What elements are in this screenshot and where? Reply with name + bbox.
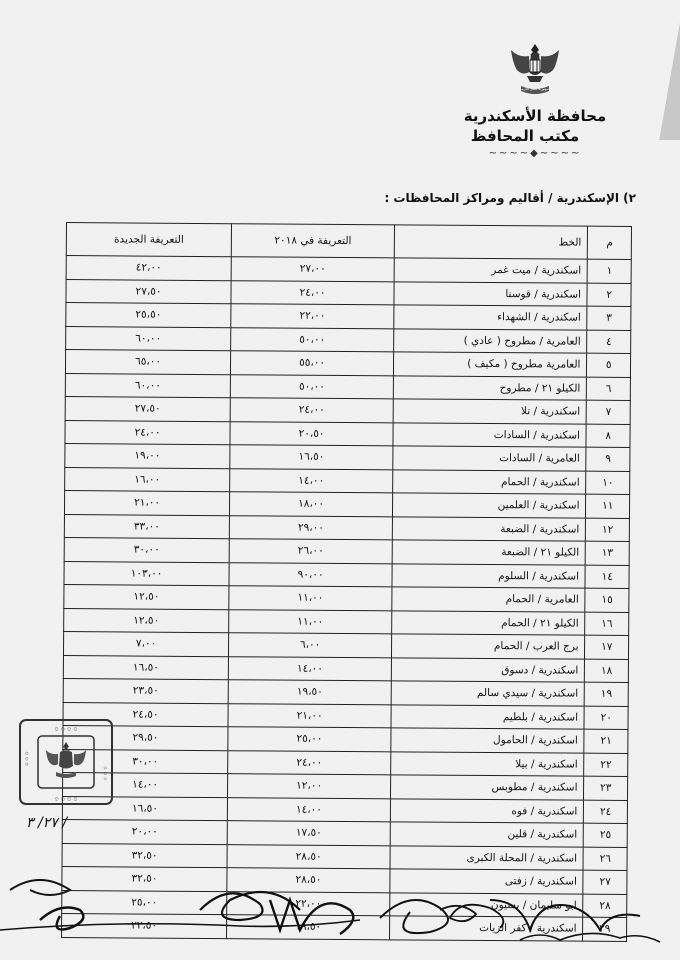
row-tariff-2018: ٢٧،٠٠ (231, 257, 394, 282)
row-number: ٢٢ (584, 753, 628, 777)
row-number: ١٦ (585, 612, 629, 636)
row-line: اسكندرية / قلين (390, 822, 584, 847)
svg-text:۞ ۞ ۞: ۞ ۞ ۞ (23, 751, 30, 766)
row-number: ٢٠ (584, 706, 628, 730)
row-line: اسكندرية / العلمين (393, 493, 587, 518)
row-new-tariff: ٧،٠٠ (63, 632, 228, 657)
table-header-row (66, 223, 631, 260)
row-new-tariff: ١٠٣،٠٠ (64, 561, 229, 586)
row-new-tariff: ١٦،٥٠ (63, 655, 228, 680)
row-number: ٤ (587, 330, 631, 354)
egypt-eagle-emblem (507, 40, 563, 102)
row-number: ٨ (586, 424, 630, 448)
row-line: اسكندرية / تلا (393, 399, 587, 424)
row-new-tariff: ١٩،٠٠ (65, 444, 230, 469)
row-new-tariff: ١٢،٥٠ (64, 585, 229, 610)
row-new-tariff: ١٢،٥٠ (64, 608, 229, 633)
row-new-tariff: ٢٤،٥٠ (63, 702, 228, 727)
row-number: ٦ (587, 377, 631, 401)
row-tariff-2018: ٢٤،٠٠ (228, 750, 391, 775)
row-line: العامرية / مطروح ( عادي ) (394, 328, 588, 353)
tariff-table (61, 222, 632, 941)
svg-text:۞ ۞ ۞ ۞: ۞ ۞ ۞ ۞ (54, 724, 78, 732)
row-tariff-2018: ٢٨،٥٠ (227, 844, 390, 869)
row-line: اسكندرية / دسوق (391, 657, 585, 682)
row-number: ١٠ (586, 471, 630, 495)
row-line: ابو سليمان / بسيون (390, 892, 584, 917)
row-line: اسكندرية / الحمام (393, 469, 587, 494)
row-number: ١٨ (585, 659, 629, 683)
row-tariff-2018: ٢٩،٠٠ (229, 515, 392, 540)
row-new-tariff: ٣٣،٠٠ (64, 514, 229, 539)
handwritten-date: ٢٧/ ٣ / (26, 815, 67, 831)
row-new-tariff: ٦٠،٠٠ (66, 326, 231, 351)
row-number: ١٣ (586, 541, 630, 565)
row-number: ٣ (587, 306, 631, 330)
row-number: ١٢ (586, 518, 630, 542)
official-stamp (16, 712, 116, 812)
row-number: ٢٩ (583, 917, 627, 941)
row-new-tariff: ٢٠،٠٠ (62, 820, 227, 845)
row-number: ٩ (586, 447, 630, 471)
row-new-tariff: ٢٥،٥٠ (66, 303, 231, 328)
column-header-line: الخط (394, 225, 588, 259)
row-number: ١١ (586, 494, 630, 518)
office-name: مكتب المحافظ (470, 127, 580, 145)
letterhead (450, 40, 620, 159)
row-line: الكيلو ٢١ / مطروح (393, 375, 587, 400)
row-line: اسكندرية / الحامول (391, 728, 585, 753)
row-tariff-2018: ١٢،٠٠ (228, 774, 391, 799)
row-line: العامرية / الحمام (392, 587, 586, 612)
row-number: ١ (588, 259, 632, 283)
row-line: اسكندرية / المحلة الكبرى (390, 845, 584, 870)
row-number: ٢٤ (584, 800, 628, 824)
row-line: العامرية مطروح ( مكيف ) (394, 352, 588, 377)
row-new-tariff: ٤٢،٠٠ (66, 256, 231, 281)
row-tariff-2018: ١١،٠٠ (229, 609, 392, 634)
row-new-tariff: ٦٠،٠٠ (65, 373, 230, 398)
row-number: ٥ (587, 353, 631, 377)
row-new-tariff: ١٦،٠٠ (65, 467, 230, 492)
row-tariff-2018: ١٩،٥٠ (228, 680, 391, 705)
row-line: اسكندرية / مطوبس (391, 775, 585, 800)
row-tariff-2018: ٢٨،٥٠ (227, 868, 390, 893)
signature-scribbles (0, 860, 680, 960)
paper-edge (658, 0, 680, 140)
row-tariff-2018: ٢٠،٥٠ (230, 421, 393, 446)
row-line: اسكندرية / بيلا (391, 751, 585, 776)
row-new-tariff: ٢٩،٥٠ (63, 726, 228, 751)
row-new-tariff: ٣٢،٥٠ (62, 843, 227, 868)
row-tariff-2018: ٢١،٠٠ (228, 703, 391, 728)
row-number: ٢١ (584, 729, 628, 753)
row-line: الكيلو ٢١ / الحمام (392, 610, 586, 635)
table-body (62, 256, 632, 941)
row-tariff-2018: ٢٢،٠٠ (227, 891, 390, 916)
row-new-tariff: ٣٠،٠٠ (64, 538, 229, 563)
row-tariff-2018: ٢٥،٠٠ (228, 727, 391, 752)
row-number: ١٤ (585, 565, 629, 589)
column-header-new-tariff: التعريفة الجديدة (66, 223, 231, 257)
row-line: برج العرب / الحمام (392, 634, 586, 659)
row-tariff-2018: ١٤،٠٠ (227, 797, 390, 822)
row-tariff-2018: ٩٠،٠٠ (229, 562, 392, 587)
row-line: اسكندرية / قوسنا (394, 281, 588, 306)
row-tariff-2018: ٢٤،٠٠ (231, 280, 394, 305)
row-line: اسكندرية / السلوم (392, 563, 586, 588)
row-tariff-2018: ١١،٠٠ (229, 586, 392, 611)
row-tariff-2018: ١٩،٥٠ (227, 915, 390, 940)
row-new-tariff: ٢١،٠٠ (64, 491, 229, 516)
row-new-tariff: ٣٢،٥٠ (62, 867, 227, 892)
row-number: ١٩ (585, 682, 629, 706)
row-tariff-2018: ٢٤،٠٠ (230, 398, 393, 423)
row-tariff-2018: ١٦،٥٠ (230, 445, 393, 470)
row-new-tariff: ٢٧،٥٠ (66, 279, 231, 304)
row-line: اسكندرية / السادات (393, 422, 587, 447)
row-new-tariff: ٢٤،٠٠ (65, 420, 230, 445)
svg-text:۞ ۞ ۞: ۞ ۞ ۞ (102, 766, 109, 781)
svg-text:۞ ۞ ۞ ۞: ۞ ۞ ۞ ۞ (54, 794, 78, 802)
svg-text:جمهورية مصر العربية: جمهورية مصر العربية (519, 87, 551, 91)
row-new-tariff: ١٦،٥٠ (62, 796, 227, 821)
row-new-tariff: ٢٥،٠٠ (62, 890, 227, 915)
section-title: ٢) الإسكندرية / أقاليم ومراكز المحافظات : (384, 191, 636, 205)
row-line: اسكندرية / كفر الزيات (390, 916, 584, 941)
column-header-tariff-2018: التعريفة في ٢٠١٨ (231, 224, 394, 258)
row-tariff-2018: ١٨،٠٠ (230, 492, 393, 517)
row-tariff-2018: ٢٦،٠٠ (229, 539, 392, 564)
row-line: اسكندرية / الشهداء (394, 305, 588, 330)
row-new-tariff: ٦٥،٠٠ (65, 350, 230, 375)
column-header-number: م (588, 226, 632, 259)
row-number: ٢ (587, 283, 631, 307)
row-tariff-2018: ١٤،٠٠ (230, 468, 393, 493)
row-line: اسكندرية / ميت غمر (394, 258, 588, 283)
row-new-tariff: ٣٠،٠٠ (63, 749, 228, 774)
row-new-tariff: ٢٣،٥٠ (63, 679, 228, 704)
row-new-tariff: ٢٧،٥٠ (65, 397, 230, 422)
row-number: ٢٥ (584, 823, 628, 847)
row-number: ٢٣ (584, 776, 628, 800)
row-number: ٧ (587, 400, 631, 424)
row-number: ٢٦ (583, 847, 627, 871)
row-line: اسكندرية / سيدي سالم (391, 681, 585, 706)
row-number: ٢٧ (583, 870, 627, 894)
row-line: العامرية / السادات (393, 446, 587, 471)
row-line: اسكندرية / زفتى (390, 869, 584, 894)
header-ornament: ~~~~◆~~~~ (488, 148, 582, 159)
row-tariff-2018: ٢٢،٠٠ (231, 304, 394, 329)
row-tariff-2018: ٥٥،٠٠ (231, 351, 394, 376)
row-line: اسكندرية / فوه (390, 798, 584, 823)
row-tariff-2018: ٥٠،٠٠ (230, 374, 393, 399)
row-tariff-2018: ٦،٠٠ (229, 633, 392, 658)
row-tariff-2018: ١٧،٥٠ (227, 821, 390, 846)
row-number: ١٧ (585, 635, 629, 659)
governorate-name: محافظة الأسكندرية (463, 107, 607, 125)
row-tariff-2018: ٥٠،٠٠ (231, 327, 394, 352)
row-number: ٢٨ (583, 894, 627, 918)
row-tariff-2018: ١٤،٠٠ (228, 656, 391, 681)
row-line: الكيلو ٢١ / الضبعة (392, 540, 586, 565)
row-line: اسكندرية / الضبعة (392, 516, 586, 541)
row-line: اسكندرية / بلطيم (391, 704, 585, 729)
row-new-tariff: ٢٢،٥٠ (62, 914, 227, 939)
row-number: ١٥ (585, 588, 629, 612)
row-new-tariff: ١٤،٠٠ (63, 773, 228, 798)
